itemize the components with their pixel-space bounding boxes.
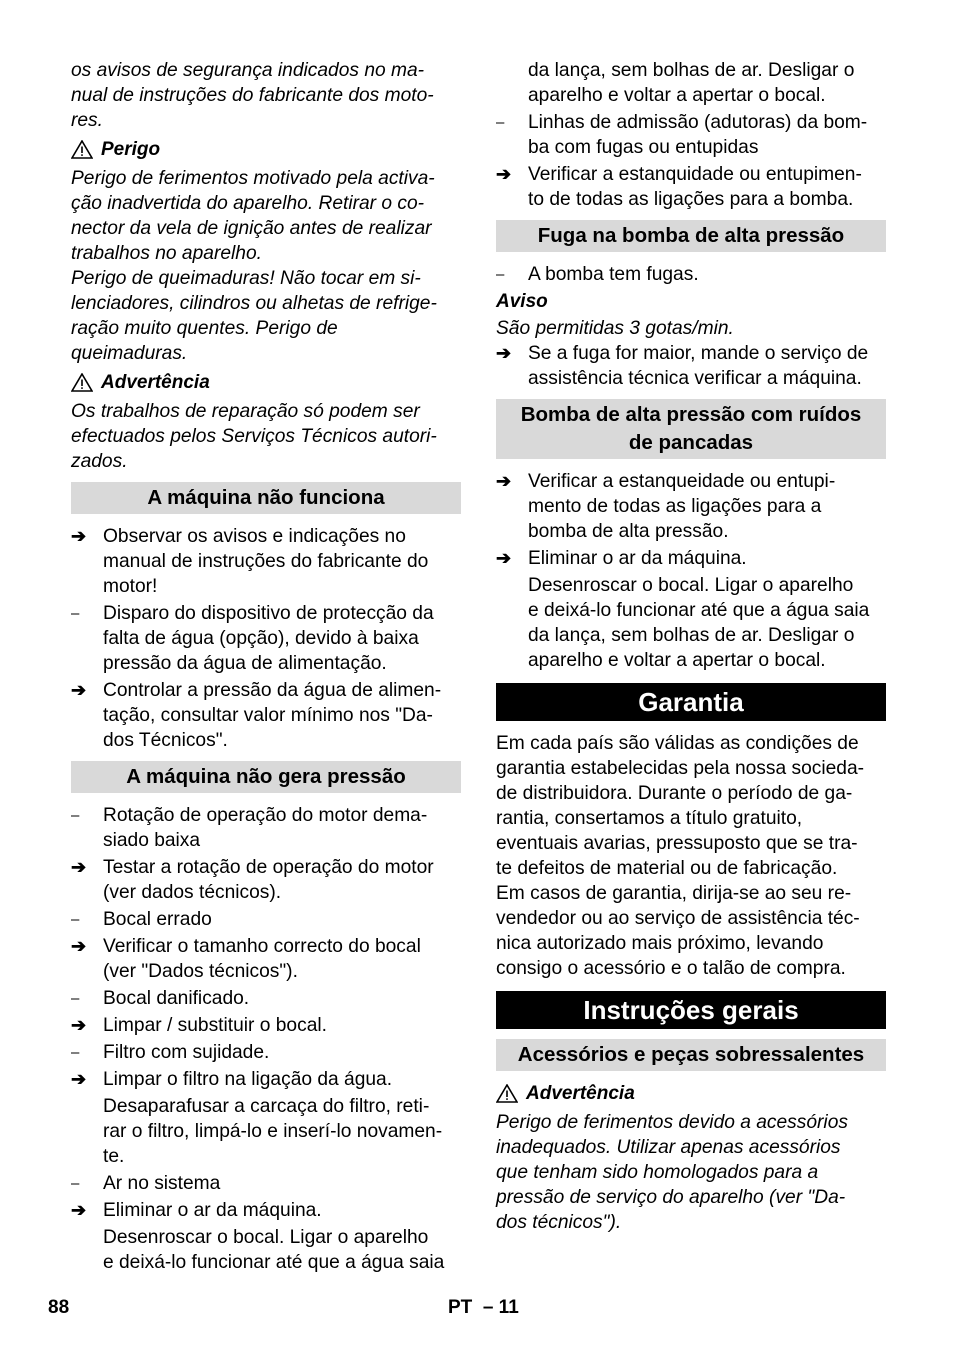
cont-list	[496, 110, 886, 212]
dash-bullet-icon: –	[71, 1175, 80, 1192]
list-item	[71, 1198, 461, 1223]
indented-text: Desenroscar o bocal. Ligar o aparelho e deixá-lo funcionar até que a água saia	[103, 1227, 445, 1273]
list-item	[71, 524, 461, 599]
list-item-text: Verificar a estanquidade ou entupimen- to de todas as ligações para a bomba.	[528, 164, 862, 210]
warning-triangle-icon	[496, 1084, 518, 1103]
list-item-text: Observar os avisos e indicações no manual de instruções do fabricante do motor!	[103, 526, 429, 597]
indented-text: Desaparafusar a carcaça do filtro, reti- rar o filtro, limpá-lo e inserí-lo novamen- te.	[103, 1096, 443, 1167]
list-item	[71, 934, 461, 984]
list-item-text: Se a fuga for maior, mande o serviço de assistência técnica verificar a máquina.	[528, 343, 869, 389]
list-item-text: Bocal errado	[103, 909, 212, 930]
list-item-text: Limpar / substituir o bocal.	[103, 1015, 327, 1036]
dash-bullet-icon: –	[71, 911, 80, 928]
list-item	[71, 1171, 461, 1196]
page-number: 88	[48, 1297, 70, 1318]
perigo-heading	[71, 137, 461, 162]
arrow-right-icon: ➔	[71, 936, 87, 956]
section-heading-maquina-nao-gera-pressao: A máquina não gera pressão	[71, 761, 461, 793]
garantia-text: Em cada país são válidas as condições de garantia estabelecidas pela nossa socieda- de distribuidora. Durante o período de ga- rantia, consertamos a título gratuito, eventuais avarias, pressuposto que se tra- te defeitos de material ou de fabricação. Em casos de garantia, dirija-se ao seu re- vendedor ou ao serviço de assistência téc- nica autorizado mais próximo, levando consigo o acessório e o talão de compra.	[496, 733, 865, 979]
arrow-right-icon: ➔	[496, 548, 512, 568]
arrow-right-icon: ➔	[496, 471, 512, 491]
right-column	[496, 58, 886, 1235]
list-item-text: Controlar a pressão da água de alimen- tação, consultar valor mínimo nos "Da- dos Técnicos".	[103, 680, 442, 751]
heading-instrucoes-gerais: Instruções gerais	[496, 991, 886, 1029]
section-heading-bomba-ruidos: Bomba de alta pressão com ruídos de pancadas	[496, 399, 886, 459]
list-item	[496, 546, 886, 571]
arrow-right-icon: ➔	[71, 1069, 87, 1089]
warning-triangle-icon	[71, 373, 93, 392]
arrow-right-icon: ➔	[71, 1015, 87, 1035]
list-item-text: Limpar o filtro na ligação da água.	[103, 1069, 393, 1090]
list-item	[71, 986, 461, 1011]
list-item-text: Testar a rotação de operação do motor (ver dados técnicos).	[103, 857, 434, 903]
list-item	[71, 907, 461, 932]
arrow-right-icon: ➔	[71, 526, 87, 546]
sec2-list	[71, 803, 461, 1092]
list-item-text: A bomba tem fugas.	[528, 264, 699, 285]
list-item	[71, 855, 461, 905]
perigo-label: Perigo	[101, 139, 161, 160]
list-item	[496, 162, 886, 212]
arrow-right-icon: ➔	[71, 1200, 87, 1220]
list-item	[71, 1067, 461, 1092]
advertencia-text-2: Perigo de ferimentos devido a acessórios inadequados. Utilizar apenas acessórios que tenham sido homologados para a pressão de serviço do aparelho (ver "Da- dos técnicos").	[496, 1112, 848, 1233]
sec4-list	[496, 469, 886, 571]
language-page-label: PT – 11	[448, 1297, 519, 1318]
dash-bullet-icon: –	[496, 114, 505, 131]
list-item-text: Eliminar o ar da máquina.	[528, 548, 747, 569]
section-heading-acessorios: Acessórios e peças sobressalentes	[496, 1039, 886, 1071]
aviso-heading	[496, 289, 886, 314]
list-item	[71, 678, 461, 753]
list-item-text: Filtro com sujidade.	[103, 1042, 270, 1063]
list-item-text: Eliminar o ar da máquina.	[103, 1200, 322, 1221]
sec1-list	[71, 524, 461, 753]
perigo-text-2: Perigo de queimaduras! Não tocar em si- lenciadores, cilindros ou alhetas de refrige- ração muito quentes. Perigo de queimaduras.	[71, 268, 437, 364]
dash-bullet-icon: –	[71, 807, 80, 824]
advertencia-label: Advertência	[101, 372, 210, 393]
list-item-text: Rotação de operação do motor dema- siado baixa	[103, 805, 428, 851]
sec2-list-2	[71, 1171, 461, 1223]
list-item	[496, 110, 886, 160]
perigo-text-1: Perigo de ferimentos motivado pela activa- ção inadvertida do aparelho. Retirar o co- nector da vela de ignição antes de realizar trabalhos no aparelho.	[71, 168, 435, 264]
left-column	[71, 58, 461, 1277]
sec3-list-2	[496, 341, 886, 391]
list-item-text: Bocal danificado.	[103, 988, 250, 1009]
arrow-right-icon: ➔	[496, 343, 512, 363]
heading-garantia: Garantia	[496, 683, 886, 721]
section-heading-maquina-nao-funciona: A máquina não funciona	[71, 482, 461, 514]
dash-bullet-icon: –	[496, 266, 505, 283]
list-item-text: Verificar o tamanho correcto do bocal (ver "Dados técnicos").	[103, 936, 421, 982]
aviso-label: Aviso	[496, 291, 548, 312]
list-item-text: Ar no sistema	[103, 1173, 221, 1194]
arrow-right-icon: ➔	[71, 680, 87, 700]
list-item	[496, 469, 886, 544]
arrow-right-icon: ➔	[71, 857, 87, 877]
indented-text: da lança, sem bolhas de ar. Desligar o aparelho e voltar a apertar o bocal.	[528, 60, 855, 106]
advertencia-label-2: Advertência	[526, 1083, 635, 1104]
intro-text: os avisos de segurança indicados no ma- nual de instruções do fabricante dos moto- res.	[71, 60, 434, 131]
section-heading-fuga-bomba: Fuga na bomba de alta pressão	[496, 220, 886, 252]
aviso-text: São permitidas 3 gotas/min.	[496, 318, 734, 339]
list-item	[71, 1013, 461, 1038]
list-item	[496, 341, 886, 391]
list-item	[496, 262, 886, 287]
indented-text: Desenroscar o bocal. Ligar o aparelho e deixá-lo funcionar até que a água saia da lança, sem bolhas de ar. Desligar o aparelho e voltar a apertar o bocal.	[528, 575, 870, 671]
advertencia-text: Os trabalhos de reparação só podem ser efectuados pelos Serviços Técnicos autori- zados.	[71, 401, 437, 472]
list-item	[71, 1040, 461, 1065]
list-item-text: Linhas de admissão (adutoras) da bom- ba com fugas ou entupidas	[528, 112, 868, 158]
arrow-right-icon: ➔	[496, 164, 512, 184]
advertencia-heading	[71, 370, 461, 395]
dash-bullet-icon: –	[71, 1044, 80, 1061]
list-item	[71, 601, 461, 676]
warning-triangle-icon	[71, 140, 93, 159]
list-item-text: Verificar a estanqueidade ou entupi- mento de todas as ligações para a bomba de alta pressão.	[528, 471, 836, 542]
list-item	[71, 803, 461, 853]
list-item-text: Disparo do dispositivo de protecção da falta de água (opção), devido à baixa pressão da água de alimentação.	[103, 603, 434, 674]
sec3-list	[496, 262, 886, 287]
dash-bullet-icon: –	[71, 990, 80, 1007]
dash-bullet-icon: –	[71, 605, 80, 622]
advertencia-heading-2	[496, 1081, 886, 1106]
